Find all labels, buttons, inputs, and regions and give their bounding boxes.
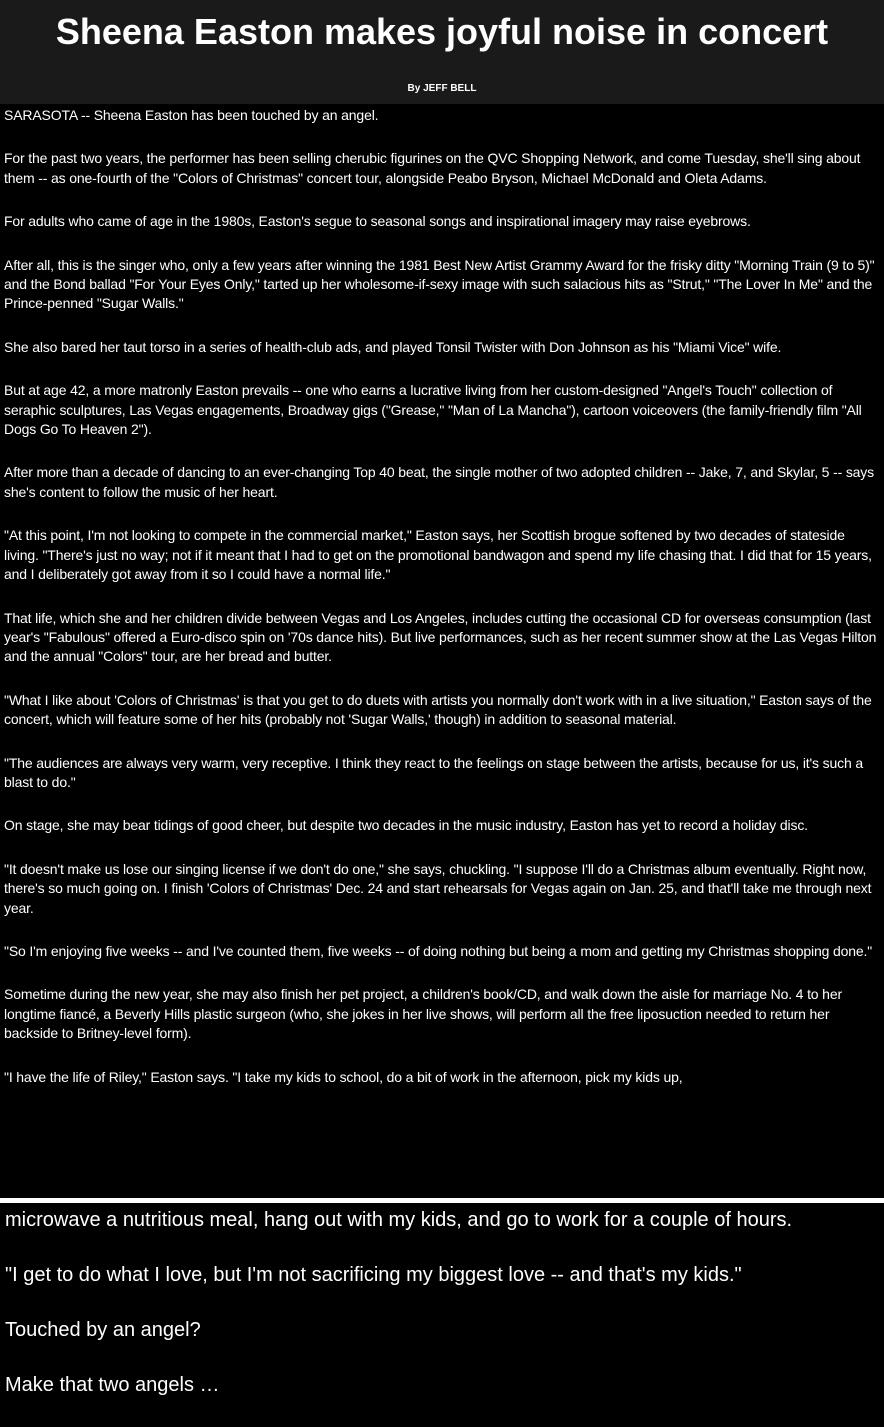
paragraph: microwave a nutritious meal, hang out with my kids, and go to work for a couple of hours.: [5, 1209, 793, 1231]
paragraph: Sometime during the new year, she may also finish her pet project, a children's book/CD, and walk down the aisle for marriage No. 4 to her longtime fiancé, a Beverly Hills plastic surgeon (who, she jokes in her live shows, will perform all the free liposuction needed to return her backside to Britney-level form).: [4, 986, 842, 1042]
paragraph: After all, this is the singer who, only a few years after winning the 1981 Best New Artist Grammy Award for the frisky ditty "Morning Train (9 to 5)" and the Bond ballad "For Your Eyes Only," tarted up her wholesome-if-sexy image with such salacious hits as "Strut," "The Lover In Me" and the Prince-penned "Sugar Walls.": [4, 256, 875, 312]
paragraph: On stage, she may bear tidings of good cheer, but despite two decades in the music industry, Easton has yet to record a holiday disc.: [4, 817, 808, 834]
paragraph: "It doesn't make us lose our singing license if we don't do one," she says, chuckling. "I suppose I'll do a Christmas album eventually. Right now, there's so much going on. I finish 'Colors of Christmas' Dec. 24 and start rehearsals for Vegas again on Jan. 25, and that'll take me through next year.: [4, 860, 872, 916]
paragraph: "So I'm enjoying five weeks -- and I've counted them, five weeks -- of doing nothing but being a mom and getting my Christmas shopping done.": [4, 942, 873, 959]
paragraph: "What I like about 'Colors of Christmas' is that you get to do duets with artists you normally don't work with in a live situation," Easton says of the concert, which will feature some of her hits (probably not 'Sugar Walls,' though) in addition to seasonal material.: [4, 691, 872, 728]
article-text: [0, 104, 884, 1087]
paragraph: "At this point, I'm not looking to compete in the commercial market," Easton says, her Scottish brogue softened by two decades of stateside living. "There's just no way; not if it meant that I had to get on the promotional bandwagon and spend my life chasing that. I did that for 15 years, and I deliberately got away from it so I could have a normal life.": [4, 527, 872, 583]
paragraph: After more than a decade of dancing to an ever-changing Top 40 beat, the single mother of two adopted children -- Jake, 7, and Skylar, 5 -- says she's content to follow the music of her heart.: [4, 464, 875, 500]
paragraph: "I have the life of Riley," Easton says. "I take my kids to school, do a bit of work in the afternoon, pick my kids up,: [4, 1068, 683, 1085]
paragraph: Touched by an angel?: [5, 1319, 201, 1341]
paragraph: For adults who came of age in the 1980s, Easton's segue to seasonal songs and inspirational imagery may raise eyebrows.: [4, 213, 751, 230]
article-header: [0, 0, 884, 104]
headline: Sheena Easton makes joyful noise in concert: [55, 11, 829, 52]
paragraph: For the past two years, the performer has been selling cherubic figurines on the QVC Shopping Network, and come Tuesday, she'll sing about them -- as one-fourth of the "Colors of Christmas" concert tour, alongside Peabo Bryson, Michael McDonald and Oleta Adams.: [4, 150, 861, 186]
byline: By JEFF BELL: [407, 83, 477, 94]
paragraph: She also bared her taut torso in a series of health-club ads, and played Tonsil Twister with Don Johnson as his "Miami Vice" wife.: [4, 338, 782, 355]
paragraph: SARASOTA -- Sheena Easton has been touched by an angel.: [4, 107, 379, 123]
paragraph: But at age 42, a more matronly Easton prevails -- one who earns a lucrative living from her custom-designed "Angel's Touch" collection of seraphic sculptures, Las Vegas engagements, Broadway gigs ("Grease," "Man of La Mancha"), cartoon voiceovers (the family-friendly film "All Dogs Go To Heaven 2").: [4, 382, 862, 438]
continuation-text: [0, 1203, 884, 1399]
paragraph: That life, which she and her children divide between Vegas and Los Angeles, includes cutting the occasional CD for overseas consumption (last year's "Fabulous" offered a Euro-disco spin on '70s dance hits). But live performances, such as her recent summer show at the Las Vegas Hilton and the annual "Colors" tour, are her bread and butter.: [4, 609, 877, 665]
paragraph: "The audiences are always very warm, very receptive. I think they react to the feelings on stage between the artists, because for us, it's such a blast to do.": [4, 754, 863, 790]
paragraph: Make that two angels …: [5, 1374, 220, 1396]
article-body: [0, 104, 884, 1198]
paragraph: "I get to do what I love, but I'm not sacrificing my biggest love -- and that's my kids.": [5, 1264, 742, 1286]
article-continuation: [0, 1203, 884, 1427]
